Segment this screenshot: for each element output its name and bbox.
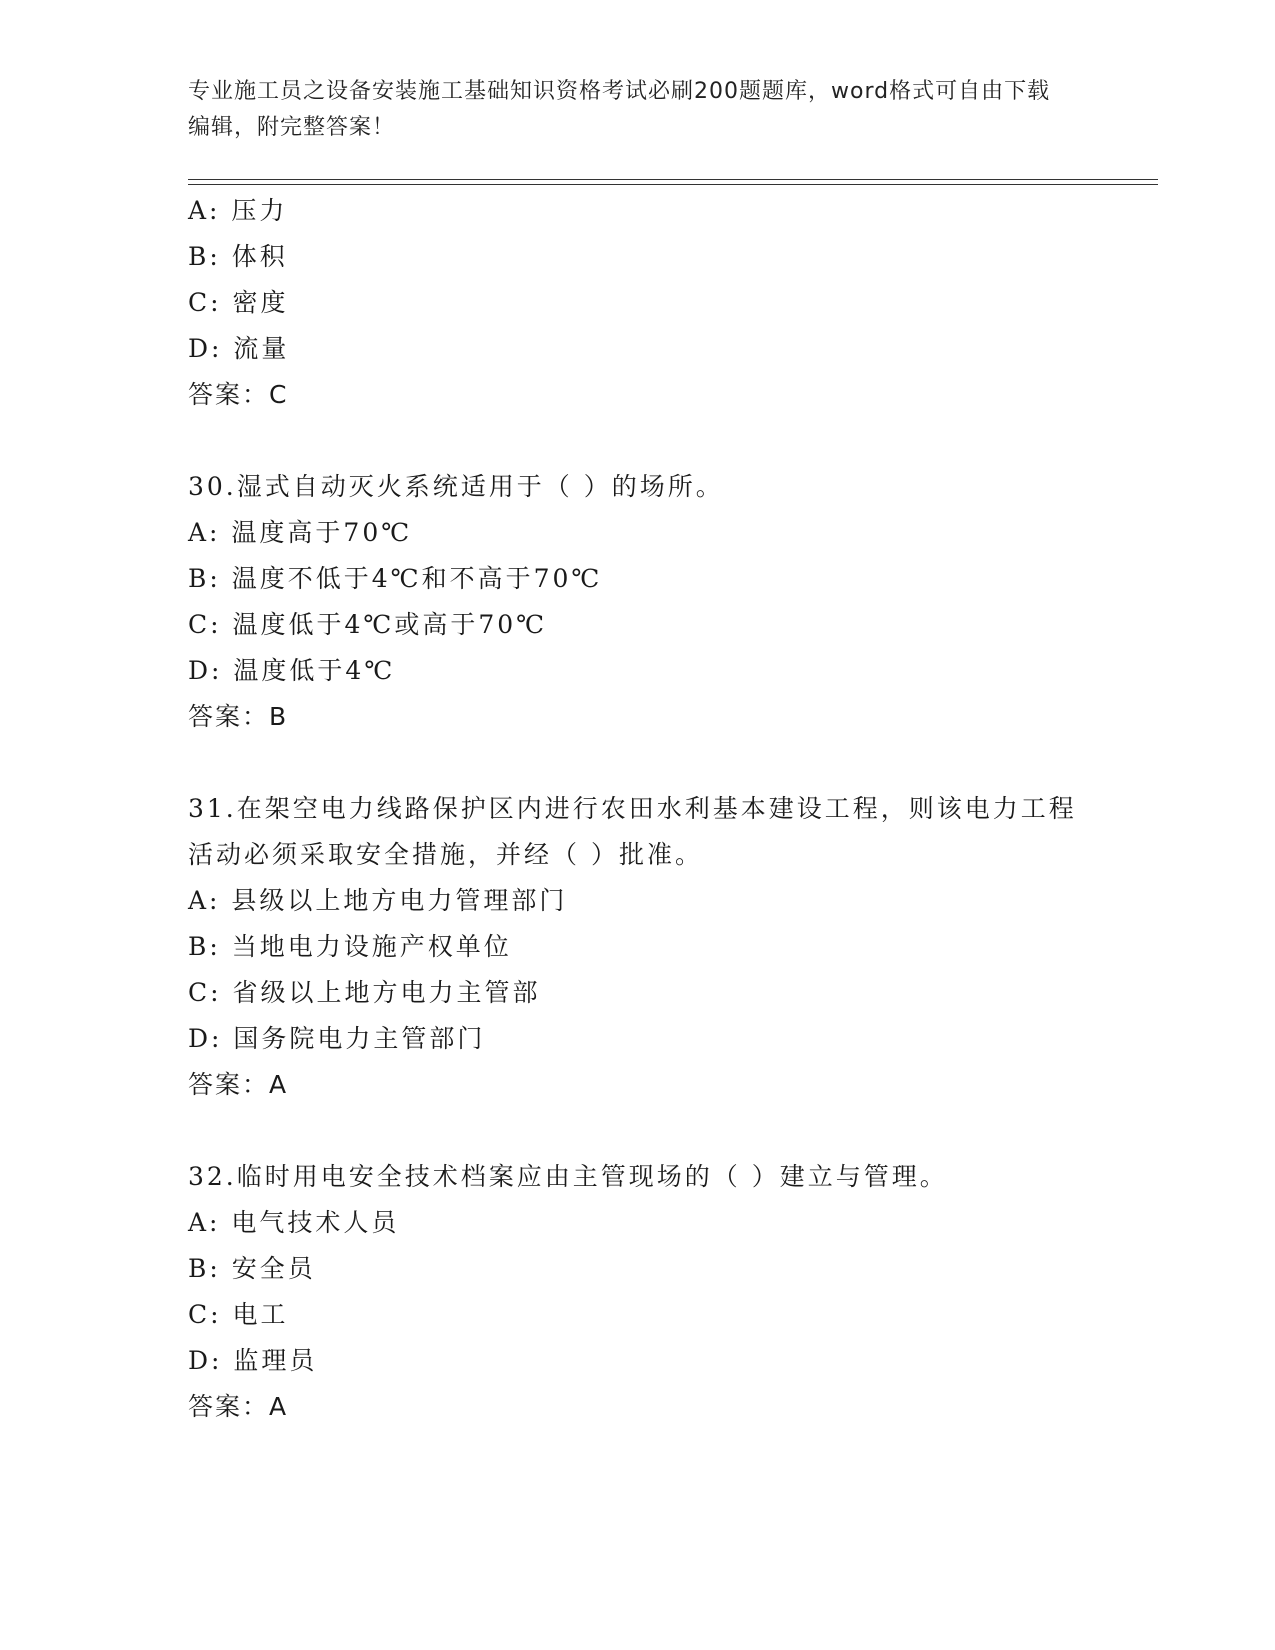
option-b: B: 安全员 xyxy=(188,1254,316,1283)
option-d: D: 温度低于4℃ xyxy=(188,656,396,685)
question-text: 31.在架空电力线路保护区内进行农田水利基本建设工程，则该电力工程活动必须采取安全措施，并经（ ）批准。 xyxy=(188,794,1077,869)
answer-line: 答案：A xyxy=(188,1392,289,1421)
page-header-text: 专业施工员之设备安装施工基础知识资格考试必刷200题题库，word格式可自由下载编辑，附完整答案！ xyxy=(188,79,1051,140)
option-c: C: 省级以上地方电力主管部 xyxy=(188,978,541,1007)
option-b: B: 体积 xyxy=(188,242,288,271)
option-c: C: 电工 xyxy=(188,1300,289,1329)
option-b: B: 当地电力设施产权单位 xyxy=(188,932,512,961)
option-b: B: 温度不低于4℃和不高于70℃ xyxy=(188,564,603,593)
option-d: D: 监理员 xyxy=(188,1346,318,1375)
previous-question-block xyxy=(188,188,1088,418)
question-31 xyxy=(188,786,1088,1108)
option-a: A: 温度高于70℃ xyxy=(188,518,413,547)
option-d: D: 流量 xyxy=(188,334,290,363)
question-30 xyxy=(188,464,1088,740)
question-content xyxy=(188,188,1088,1430)
option-c: C: 密度 xyxy=(188,288,289,317)
option-a: A: 县级以上地方电力管理部门 xyxy=(188,886,568,915)
option-a: A: 压力 xyxy=(188,196,288,225)
option-a: A: 电气技术人员 xyxy=(188,1208,400,1237)
header-divider-bottom xyxy=(188,184,1158,185)
option-c: C: 温度低于4℃或高于70℃ xyxy=(188,610,548,639)
answer-line: 答案：C xyxy=(188,380,289,409)
question-32 xyxy=(188,1154,1088,1430)
question-text: 30.湿式自动灭火系统适用于（ ）的场所。 xyxy=(188,472,724,501)
answer-line: 答案：A xyxy=(188,1070,289,1099)
question-text: 32.临时用电安全技术档案应由主管现场的（ ）建立与管理。 xyxy=(188,1162,948,1191)
option-d: D: 国务院电力主管部门 xyxy=(188,1024,486,1053)
answer-line: 答案：B xyxy=(188,702,289,731)
header-divider-top xyxy=(188,179,1158,180)
